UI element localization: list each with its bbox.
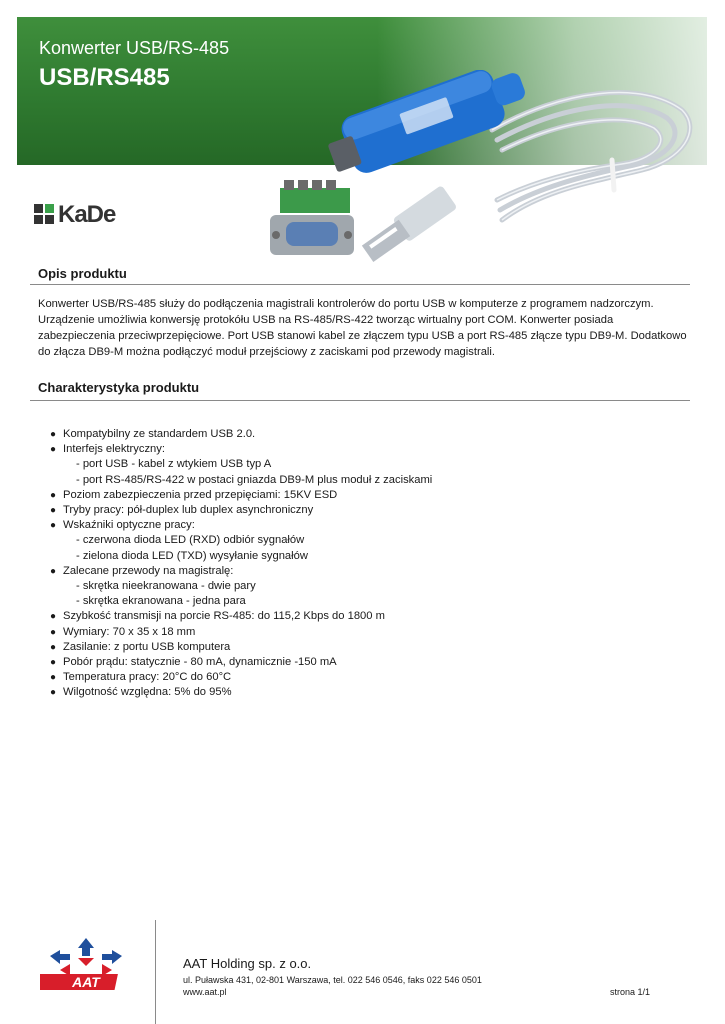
bullet-icon: ● <box>50 672 57 684</box>
feature-item <box>50 564 690 610</box>
bullet-icon: ● <box>50 657 57 669</box>
bullet-icon: ● <box>50 641 57 653</box>
feature-subitem: - port USB - kabel z wtykiem USB typ A <box>76 458 272 471</box>
feature-text: Temperatura pracy: 20°C do 60°C <box>63 671 232 684</box>
feature-subitem: - zielona dioda LED (TXD) wysyłanie sygnałów <box>76 549 308 562</box>
description-line: Urządzenie umożliwia konwersję protokółu USB na RS-485/RS-422 tworząc wirtualny port COM. Konwerter posiada <box>38 314 614 326</box>
feature-item <box>50 625 690 640</box>
feature-text: Tryby pracy: pół-duplex lub duplex asynchroniczny <box>63 504 314 517</box>
feature-item <box>50 640 690 655</box>
feature-subitem: - port RS-485/RS-422 w postaci gniazda DB9-M plus moduł z zaciskami <box>76 473 433 486</box>
description-divider <box>30 284 690 285</box>
aat-logo-text: AAT <box>72 974 100 990</box>
feature-item <box>50 427 690 442</box>
company-website[interactable]: www.aat.pl <box>183 987 227 997</box>
features-divider <box>30 400 690 401</box>
features-list <box>50 427 690 701</box>
feature-item <box>50 670 690 685</box>
feature-text: Interfejs elektryczny: <box>63 443 165 456</box>
feature-item <box>50 518 690 564</box>
description-paragraph <box>38 296 688 360</box>
bullet-icon: ● <box>50 611 57 623</box>
aat-logo-icon <box>40 936 132 994</box>
feature-text: Kompatybilny ze standardem USB 2.0. <box>63 428 256 440</box>
feature-text: Poziom zabezpieczenia przed przepięciami: 15KV ESD <box>63 488 338 501</box>
kade-logo-icon <box>34 204 56 226</box>
bullet-icon: ● <box>50 565 57 577</box>
description-heading: Opis produktu <box>38 266 127 281</box>
product-image <box>262 70 702 270</box>
bullet-icon: ● <box>50 489 57 501</box>
feature-item <box>50 503 690 518</box>
feature-text: Zasilanie: z portu USB komputera <box>63 640 231 653</box>
bullet-icon: ● <box>50 626 57 638</box>
feature-item <box>50 609 690 624</box>
page-subtitle: Konwerter USB/RS-485 <box>39 38 230 58</box>
feature-text: Szybkość transmisji na porcie RS-485: do 115,2 Kbps do 1800 m <box>63 610 385 623</box>
page-number: strona 1/1 <box>610 987 651 997</box>
bullet-icon: ● <box>50 429 57 440</box>
feature-subitem: - skrętka nieekranowana - dwie pary <box>76 580 256 593</box>
bullet-icon: ● <box>50 505 57 517</box>
bullet-icon: ● <box>50 687 57 699</box>
feature-subitem: - czerwona dioda LED (RXD) odbiór sygnałów <box>76 534 305 547</box>
feature-subitem: - skrętka ekranowana - jedna para <box>76 595 246 608</box>
feature-item <box>50 442 690 488</box>
feature-text: Wymiary: 70 x 35 x 18 mm <box>63 625 196 638</box>
page-title: USB/RS485 <box>39 64 170 91</box>
feature-text: Pobór prądu: statycznie - 80 mA, dynamicznie -150 mA <box>63 656 337 669</box>
footer-divider <box>155 920 156 1024</box>
feature-text: Zalecane przewody na magistralę: <box>63 564 234 577</box>
description-line: do złącza DB9-M można podłączyć moduł przejściowy z zaciskami pod przewody magistrali. <box>38 346 495 358</box>
feature-item <box>50 488 690 503</box>
description-line: zabezpieczenia przeciwprzepięciowe. Port USB stanowi kabel ze złączem typu USB a port RS-485 złącze typu DB9-M. Dodatkowo <box>38 330 687 342</box>
feature-text: Wilgotność względna: 5% do 95% <box>63 686 232 699</box>
bullet-icon: ● <box>50 520 57 532</box>
feature-item <box>50 655 690 670</box>
feature-item <box>50 685 690 700</box>
description-line: Konwerter USB/RS-485 służy do podłączenia magistrali kontrolerów do portu USB w komputerze z programem nadzorczym. <box>38 298 654 310</box>
feature-text: Wskaźniki optyczne pracy: <box>63 519 195 532</box>
bullet-icon: ● <box>50 444 57 456</box>
kade-logo-text: KaDe <box>58 201 116 228</box>
company-address: ul. Puławska 431, 02-801 Warszawa, tel. 022 546 0546, faks 022 546 0501 <box>183 975 482 985</box>
company-name: AAT Holding sp. z o.o. <box>183 956 312 971</box>
features-heading: Charakterystyka produktu <box>38 380 200 395</box>
